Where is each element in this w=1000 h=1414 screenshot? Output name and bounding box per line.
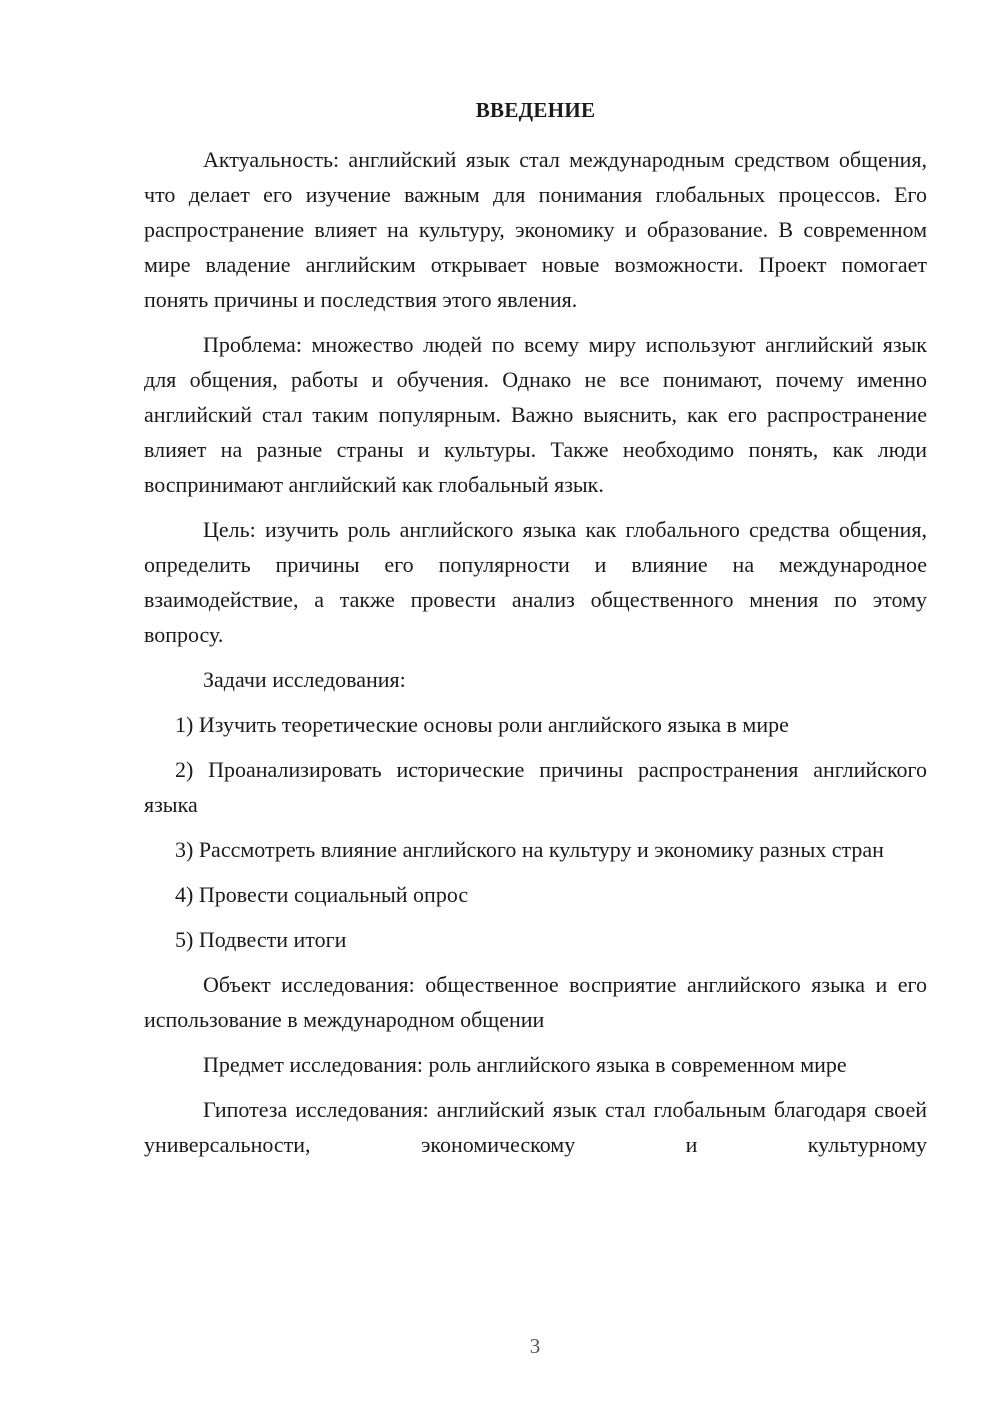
task-item: 5) Подвести итоги bbox=[175, 927, 347, 952]
tasks-heading: Задачи исследования: bbox=[203, 667, 406, 692]
section-title: ВВЕДЕНИЕ bbox=[475, 98, 596, 122]
page-content bbox=[144, 94, 927, 1172]
object-paragraph: Объект исследования: общественное восприятие английского языка и его использование в международном общении bbox=[144, 972, 927, 1032]
hypothesis-paragraph: Гипотеза исследования: английский язык стал глобальным благодаря своей универсальности, экономическому и культурному bbox=[144, 1097, 927, 1157]
task-item: 2) Проанализировать исторические причины распространения английского языка bbox=[144, 757, 927, 817]
task-item: 4) Провести социальный опрос bbox=[175, 882, 469, 907]
task-item: 3) Рассмотреть влияние английского на культуру и экономику разных стран bbox=[175, 837, 884, 862]
subject-paragraph: Предмет исследования: роль английского языка в современном мире bbox=[203, 1052, 847, 1077]
page-number: 3 bbox=[529, 1334, 541, 1358]
relevance-paragraph: Актуальность: английский язык стал международным средством общения, что делает его изучение важным для понимания глобальных процессов. Его распространение влияет на культуру, экономику и образование. В современном мире владение английским открывает новые возможности. Проект помогает понять причины и последствия этого явления. bbox=[144, 147, 927, 312]
goal-paragraph: Цель: изучить роль английского языка как глобального средства общения, определить причины его популярности и влияние на международное взаимодействие, а также провести анализ общественного мнения по этому вопросу. bbox=[144, 517, 927, 647]
task-item: 1) Изучить теоретические основы роли английского языка в мире bbox=[175, 712, 789, 737]
problem-paragraph: Проблема: множество людей по всему миру используют английский язык для общения, работы и обучения. Однако не все понимают, почему именно английский стал таким популярным. Важно выяснить, как его распространение влияет на разные страны и культуры. Также необходимо понять, как люди воспринимают английский как глобальный язык. bbox=[144, 332, 927, 497]
